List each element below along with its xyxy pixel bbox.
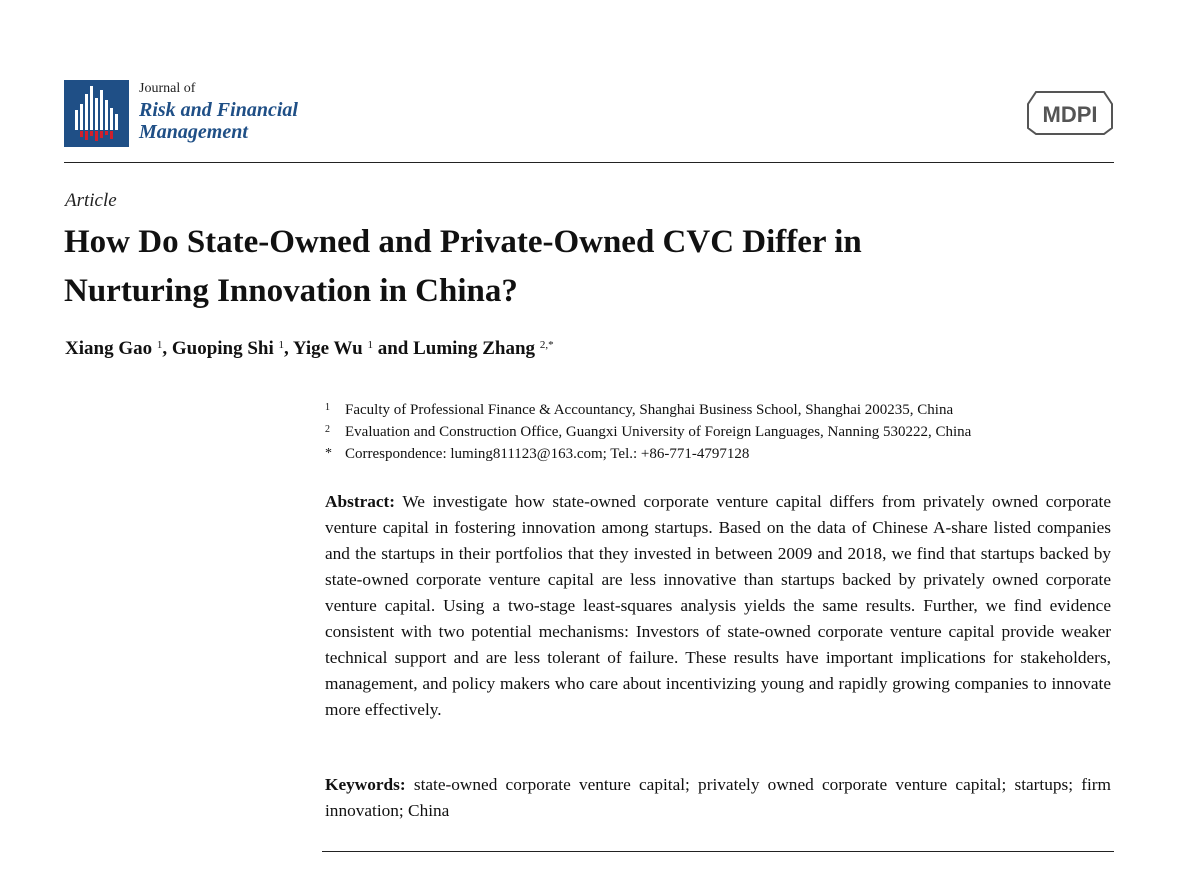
correspondence-item (325, 443, 1115, 465)
journal-logo (64, 80, 129, 147)
keywords-text: state-owned corporate venture capital; privately owned corporate venture capital; startups; firm innovation; China (325, 775, 1111, 820)
author-name: Luming Zhang (413, 338, 536, 359)
affiliation-list (325, 399, 1115, 465)
journal-name-line1: Risk and Financial (139, 99, 298, 121)
abstract-label: Abstract: (325, 492, 396, 511)
keywords-label: Keywords: (325, 775, 406, 794)
author-affil-mark: 1 (156, 339, 163, 351)
affiliation-item (325, 399, 1115, 421)
journal-header (64, 80, 1114, 164)
bar-chart-icon (64, 80, 129, 147)
author-separator: , (162, 338, 172, 359)
title-line-2: Nurturing Innovation in China? (64, 273, 518, 309)
article-title (64, 218, 1064, 316)
article-type: Article (65, 190, 117, 211)
author-affil-mark: 1 (367, 339, 373, 351)
journal-name-line2: Management (139, 121, 248, 143)
author-name: Xiang Gao (65, 338, 153, 359)
correspondence-text: Correspondence: luming811123@163.com; Tel.: +86-771-4797128 (345, 446, 750, 462)
author-separator: , (284, 338, 293, 359)
affiliation-mark: 1 (325, 402, 330, 413)
mdpi-logo (1026, 88, 1114, 136)
header-divider (64, 162, 1114, 163)
keywords (325, 772, 1111, 824)
section-divider (322, 851, 1114, 852)
publisher-name: MDPI (1042, 102, 1098, 127)
affiliation-text: Faculty of Professional Finance & Accountancy, Shanghai Business School, Shanghai 200235, China (345, 402, 954, 418)
title-line-1: How Do State-Owned and Private-Owned CVC Differ in (64, 224, 862, 260)
author-separator: and (372, 338, 414, 359)
correspondence-mark: * (325, 446, 332, 461)
author-name: Yige Wu (292, 338, 363, 359)
abstract-text: We investigate how state-owned corporate venture capital differs from privately owned corporate venture capital in fostering innovation among startups. Based on the data of Chinese A-share listed companies and the startups in their portfolios that they invested in between 2009 and 2018, we find that startups backed by state-owned corporate venture capital are less innovative than startups backed by privately owned corporate venture capital. Using a two-stage least-squares analysis yields the same results. Further, we find evidence consistent with two potential mechanisms: Investors of state-owned corporate venture capital provide weaker technical support and are less tolerant of failure. These results have important implications for stakeholders, management, and policy makers who care about incentivizing young and rapidly growing companies to innovate more effectively. (325, 492, 1111, 719)
journal-title (139, 82, 298, 143)
affiliation-item (325, 421, 1115, 443)
author-name: Guoping Shi (171, 338, 274, 359)
abstract (325, 489, 1111, 723)
author-affil-mark: 2,* (539, 339, 554, 351)
author-affil-mark: 1 (278, 339, 285, 351)
journal-of-label: Journal of (139, 81, 196, 96)
author-list (65, 338, 554, 360)
affiliation-mark: 2 (325, 424, 330, 435)
affiliation-text: Evaluation and Construction Office, Guangxi University of Foreign Languages, Nanning 530222, China (345, 424, 972, 440)
